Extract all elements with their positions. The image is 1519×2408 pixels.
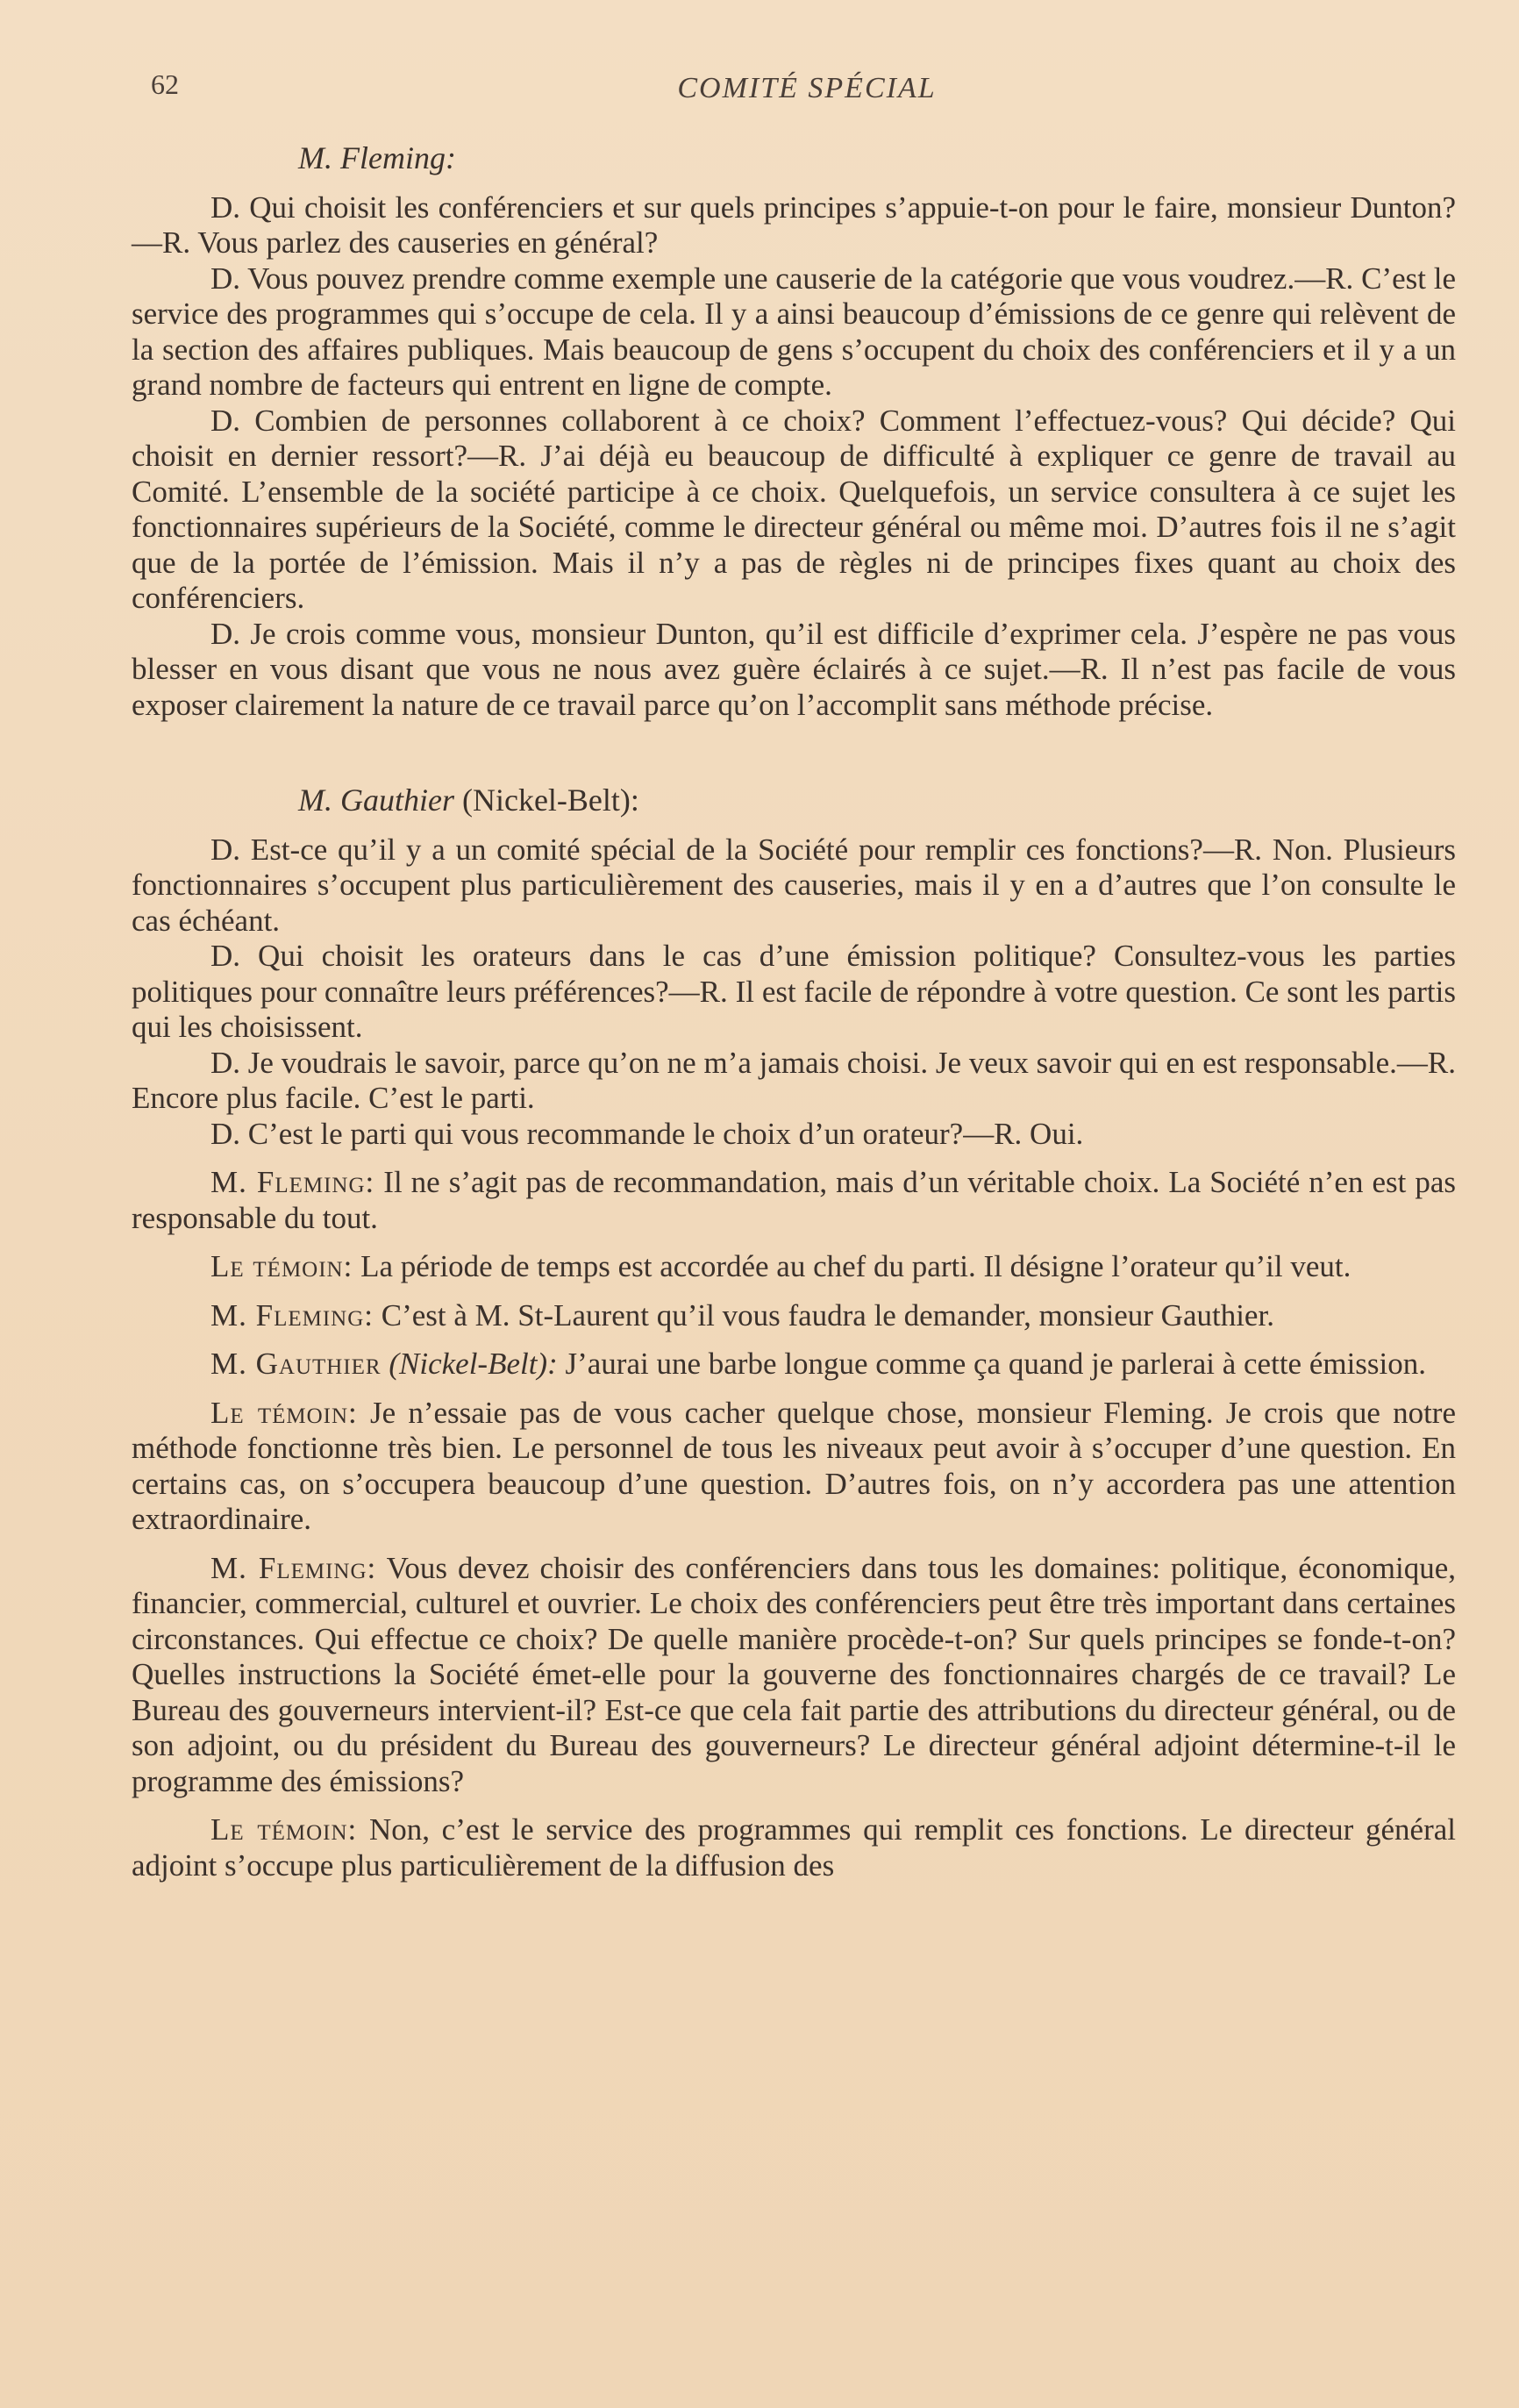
speaker-constituency: (Nickel-Belt):: [389, 1347, 558, 1381]
exchange-text: C’est à M. St-Laurent qu’il vous faudra le demander, monsieur Gauthier.: [381, 1297, 1274, 1333]
speaker-name: M. Fleming:: [210, 1297, 374, 1333]
paragraph: D. Qui choisit les orateurs dans le cas d’une émission politique? Consultez-vous les parties politiques pour connaître leurs préférences?—R. Il est facile de répondre à votre question. Ce sont les partis qui les choisissent.: [132, 939, 1456, 1044]
exchange-paragraph: [132, 1249, 1456, 1285]
exchange-paragraph: [132, 1396, 1456, 1538]
exchange-paragraph: [132, 1347, 1456, 1383]
exchange-paragraph: [132, 1812, 1456, 1883]
exchange-text: Vous devez choisir des conférenciers dans tous les domaines: politique, économique, financier, commercial, culturel et ouvrier. Le choix des conférenciers peut être très important dans certaines circonstances. Qui effectue ce choix? De quelle manière procède-t-on? Sur quels principes se fonde-t-on? Quelles instructions la Société émet-elle pour la gouverne des fonctionnaires chargés de ce travail? Le Bureau des gouverneurs intervient-il? Est-ce que cela fait partie des attributions du directeur général, ou de son adjoint, ou du président du Bureau des gouverneurs? Le directeur général adjoint détermine-t-il le programme des émissions?: [132, 1550, 1456, 1798]
speaker-name: M. Fleming:: [210, 1165, 375, 1199]
speaker-name: Le témoin:: [210, 1249, 353, 1283]
paragraph: D. Vous pouvez prendre comme exemple une causerie de la catégorie que vous voudrez.—R. C’est le service des programmes qui s’occupe de cela. Il y a ainsi beaucoup d’émissions de ce genre qui relèvent de la section des affaires publiques. Mais beaucoup de gens s’occupent du choix des conférenciers et il y a un grand nombre de facteurs qui entrent en ligne de compte.: [132, 261, 1456, 402]
paragraph: D. Je crois comme vous, monsieur Dunton, qu’il est difficile d’exprimer cela. J’espère ne pas vous blesser en vous disant que vous ne nous avez guère éclairés à ce sujet.—R. Il n’est pas facile de vous exposer clairement la nature de ce travail parce qu’on l’accomplit sans méthode précise.: [132, 616, 1456, 722]
heading-name: M. Gauthier: [298, 782, 454, 818]
running-head: COMITÉ SPÉCIAL: [677, 72, 937, 104]
exchange-text: Non, c’est le service des programmes qui remplit ces fonctions. Le directeur général adjoint s’occupe plus particulièrement de la diffusion des: [132, 1812, 1456, 1883]
section-heading-gauthier: [132, 782, 1456, 818]
document-body: [132, 140, 1456, 1883]
exchange-text: Je n’essaie pas de vous cacher quelque chose, monsieur Fleming. Je crois que notre méthode fonctionne très bien. Le personnel de tous les niveaux peut avoir à s’occuper d’une question. En certains cas, on s’occupera beaucoup d’une question. D’autres fois, on n’y accordera pas une attention extraordinaire.: [132, 1395, 1457, 1536]
speaker-name: Le témoin:: [210, 1395, 358, 1430]
paragraph: D. Combien de personnes collaborent à ce choix? Comment l’effectuez-vous? Qui décide? Qui choisit en dernier ressort?—R. J’ai déjà eu beaucoup de difficulté à expliquer ce genre de travail au Comité. L’ensemble de la société participe à ce choix. Quelquefois, un service consultera à ce sujet les fonctionnaires supérieurs de la Société, comme le directeur général ou même moi. D’autres fois il ne s’agit que de la portée de l’émission. Mais il n’y a pas de règles ni de principes fixes quant au choix des conférenciers.: [132, 403, 1456, 615]
paragraph: D. Qui choisit les conférenciers et sur quels principes s’appuie-t-on pour le faire, monsieur Dunton?—R. Vous parlez des causeries en général?: [132, 189, 1456, 260]
exchange-paragraph: [132, 1298, 1456, 1334]
paragraph: D. C’est le parti qui vous recommande le choix d’un orateur?—R. Oui.: [210, 1116, 1084, 1151]
heading-constituency: (Nickel-Belt):: [461, 782, 639, 818]
exchange-text: La période de temps est accordée au chef du parti. Il désigne l’orateur qu’il veut.: [360, 1249, 1351, 1283]
page-number: 62: [151, 68, 179, 100]
speaker-name: Le témoin:: [210, 1812, 358, 1847]
exchange-paragraph: [132, 1551, 1456, 1800]
paragraph: D. Est-ce qu’il y a un comité spécial de la Société pour remplir ces fonctions?—R. Non. Plusieurs fonctionnaires s’occupent plus particulièrement des causeries, mais il y en a d’autres que l’on consulte le cas échéant.: [132, 832, 1456, 938]
section-heading-fleming: M. Fleming:: [298, 140, 456, 175]
exchange-paragraph: [132, 1165, 1456, 1236]
paragraph: D. Je voudrais le savoir, parce qu’on ne m’a jamais choisi. Je veux savoir qui en est responsable.—R. Encore plus facile. C’est le parti.: [132, 1045, 1456, 1115]
speaker-name: M. Fleming:: [210, 1550, 377, 1585]
exchange-text: J’aurai une barbe longue comme ça quand je parlerai à cette émission.: [565, 1347, 1427, 1381]
speaker-name: M. Gauthier: [210, 1347, 382, 1381]
exchange-text: Il ne s’agit pas de recommandation, mais d’un véritable choix. La Société n’en est pas responsable du tout.: [132, 1165, 1457, 1235]
